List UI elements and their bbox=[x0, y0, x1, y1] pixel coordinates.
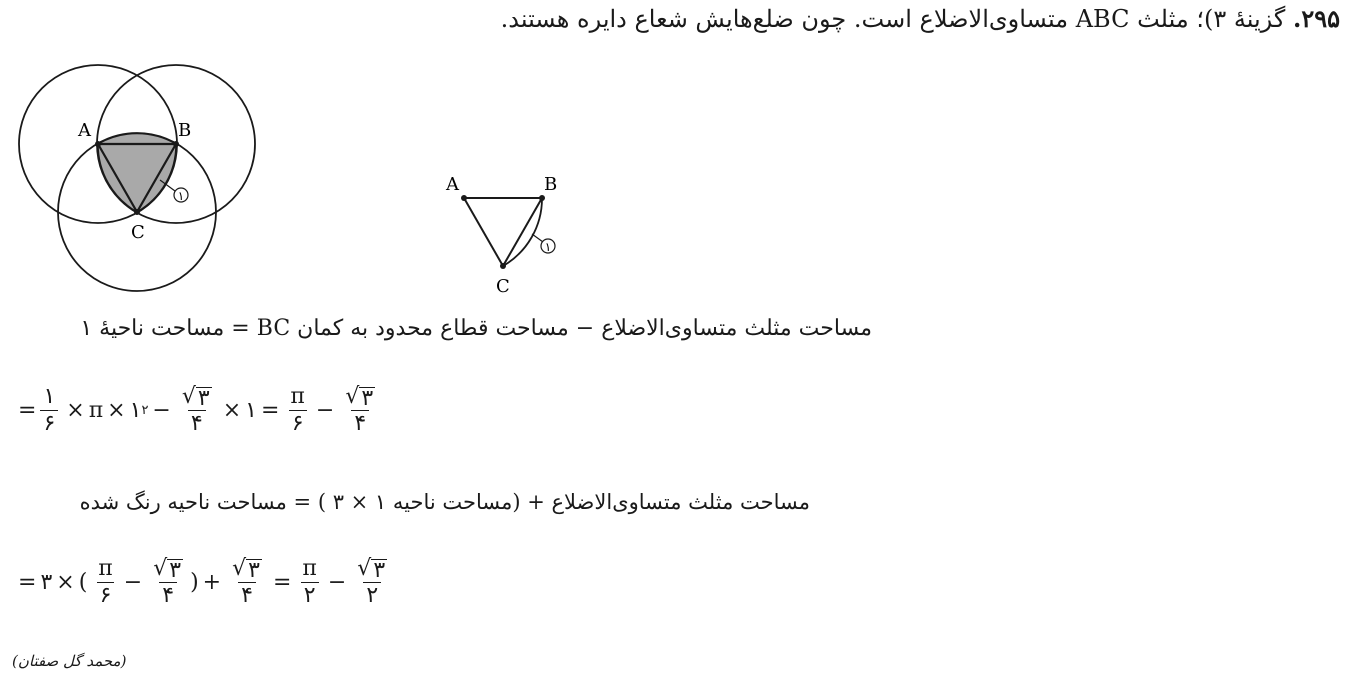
shaded-region bbox=[98, 134, 176, 212]
region-label: ۱ bbox=[177, 189, 185, 203]
fraction-pi-over-6: $\frac{\pi}{۶}$ bbox=[290, 384, 305, 436]
region-one-definition: مساحت مثلث متساوی‌الاضلاع − مساحت قطاع محدود به کمان BC = مساحت ناحیهٔ ۱ bbox=[80, 316, 872, 341]
equation-region-one: = $\frac{۱}{۶}$ × π × ۱ ۲ − √ ۳ ۴ × ۱ = $\frac{\pi}{۶}$ − √ ۳ ۴ bbox=[18, 384, 382, 437]
point-b bbox=[173, 141, 179, 147]
author-signature: (محمد گل صفتان) bbox=[12, 652, 127, 670]
fraction-pi-over-6: $\frac{\pi}{۶}$ bbox=[98, 556, 113, 608]
label-b: B bbox=[178, 120, 192, 141]
eq-sign: = bbox=[18, 398, 37, 423]
label-b: B bbox=[544, 174, 558, 195]
fraction-sqrt3-over-4: √ ۳ ۴ bbox=[345, 384, 374, 436]
point-b bbox=[539, 195, 545, 201]
fraction-sqrt3-over-4: √ ۳ ۴ bbox=[232, 556, 260, 608]
equation-shaded-area: = ۳ × ( $\frac{\pi}{۶}$ − √ ۳ ۴ ) + √ ۳ ۴ = $\frac{\pi}{۲}$ − √ ۳ ۲ bbox=[18, 556, 394, 609]
region-label: ۱ bbox=[544, 240, 552, 254]
three-circles-figure bbox=[10, 44, 270, 299]
label-a: A bbox=[446, 174, 459, 195]
point-a bbox=[461, 195, 467, 201]
fraction-sqrt3-over-4: √ ۳ ۴ bbox=[181, 384, 210, 436]
problem-number: ۲۹۵. bbox=[1292, 4, 1340, 33]
shaded-area-definition: مساحت مثلث متساوی‌الاضلاع + (مساحت ناحیه ۱ × ۳ ) = مساحت ناحیه رنگ شده bbox=[79, 490, 810, 514]
label-c: C bbox=[496, 276, 510, 297]
eq-sign: = bbox=[18, 570, 37, 595]
problem-statement: گزینهٔ ۳)؛ مثلث ABC متساوی‌الاضلاع است. چون ضلع‌هایش شعاع دایره هستند. bbox=[500, 5, 1286, 33]
side-ac bbox=[464, 198, 503, 266]
fraction-pi-over-2: $\frac{\pi}{۲}$ bbox=[302, 556, 317, 608]
problem-heading bbox=[501, 4, 1340, 33]
fraction-sqrt3-over-2: √ ۳ ۲ bbox=[357, 556, 386, 608]
point-a bbox=[95, 141, 101, 147]
side-bc bbox=[503, 198, 542, 266]
label-a: A bbox=[78, 120, 91, 141]
label-c: C bbox=[131, 222, 145, 243]
region-pointer bbox=[532, 234, 543, 242]
point-c bbox=[134, 209, 140, 215]
point-c bbox=[500, 263, 506, 269]
fraction-one-sixth: $\frac{۱}{۶}$ bbox=[40, 384, 58, 437]
triangle-arc-figure bbox=[438, 168, 578, 298]
fraction-sqrt3-over-4: √ ۳ ۴ bbox=[153, 556, 182, 608]
